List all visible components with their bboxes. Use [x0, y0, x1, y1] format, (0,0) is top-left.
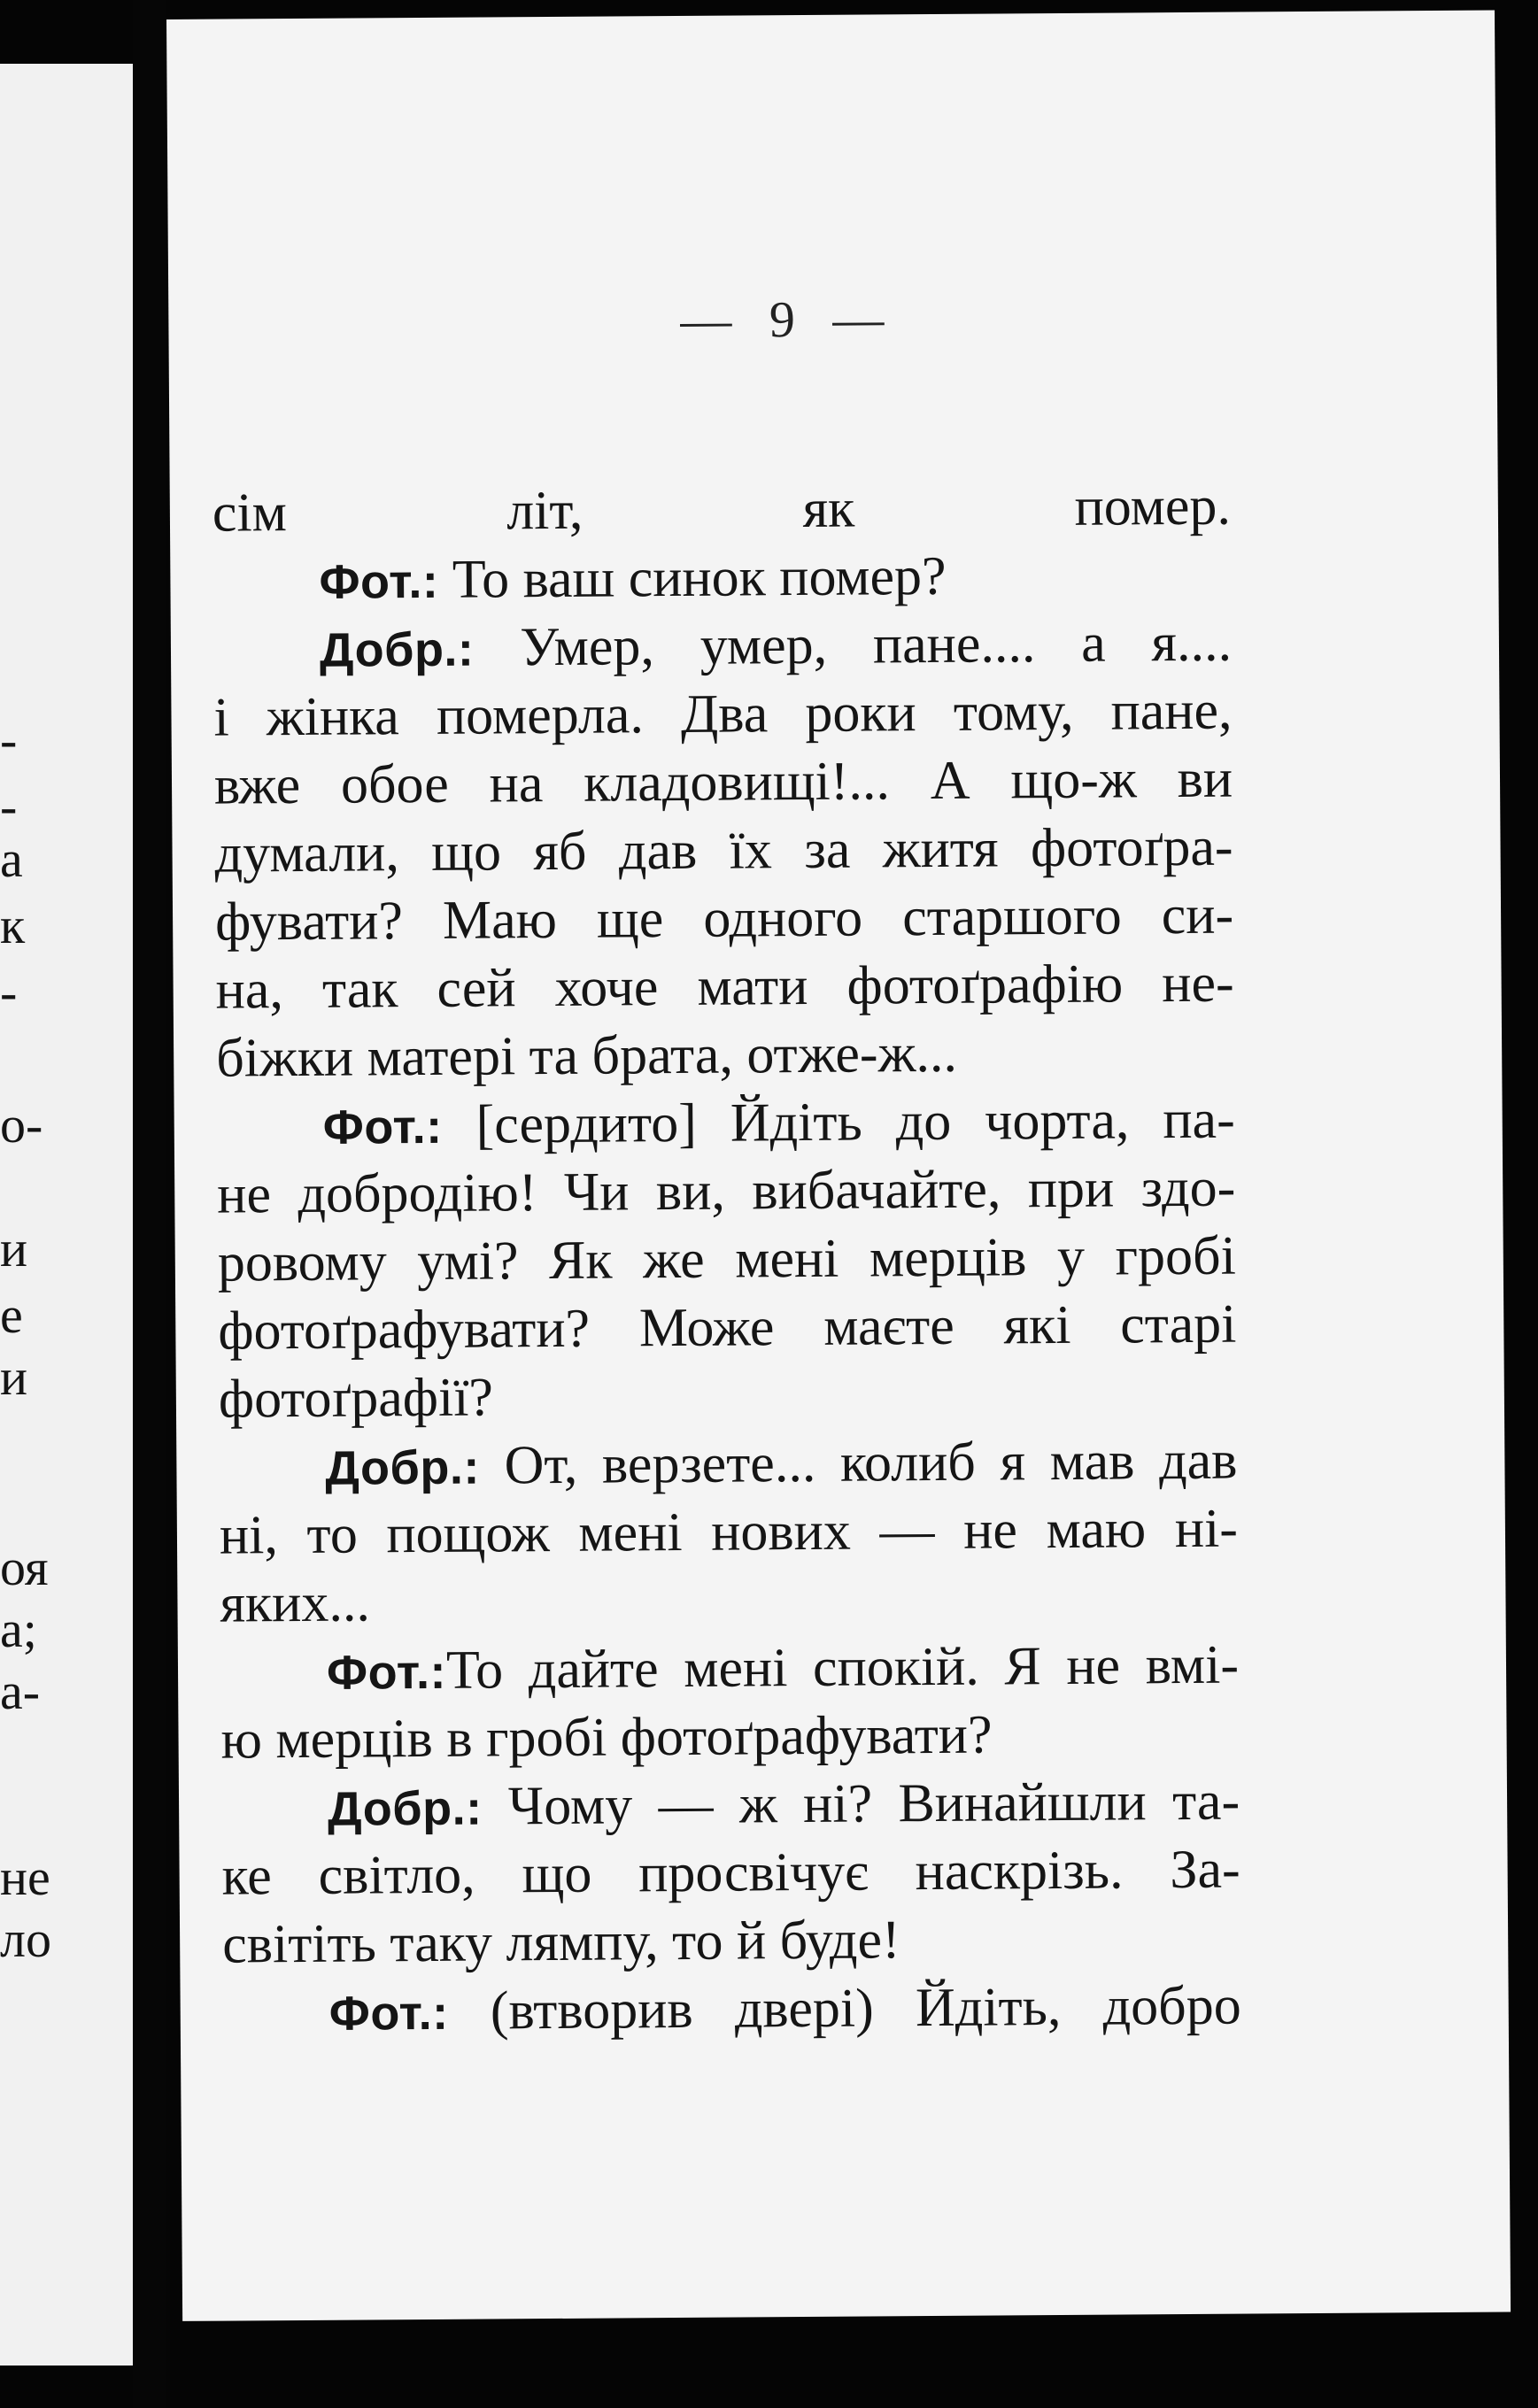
left-page-fragment: а-	[0, 1663, 41, 1720]
line-text: вже обое на кладовищі!... А що-ж ви	[213, 748, 1233, 816]
text-line	[213, 541, 1232, 616]
left-page-fragment: а	[0, 830, 23, 888]
left-page-fragment: -	[0, 963, 18, 1021]
text-line	[220, 1700, 1240, 1775]
speaker-label: Фот.:	[319, 554, 439, 609]
speaker-label: Добр.:	[325, 1440, 481, 1495]
line-text: [сердито] Йдіть до чорта, па-	[475, 1089, 1235, 1155]
text-line	[218, 1223, 1237, 1298]
line-text: ні, то пощож мені нових — не маю ні-	[219, 1498, 1239, 1566]
left-page-fragment: -	[0, 777, 18, 835]
speaker-label: Добр.:	[327, 1781, 483, 1836]
line-text: на, так сей хоче мати фотоґрафію не-	[215, 953, 1234, 1021]
left-page-fragment: -	[0, 711, 18, 768]
text-line	[216, 1018, 1235, 1093]
page-number: — 9 —	[680, 289, 897, 349]
line-text: фотоґрафії?	[218, 1367, 494, 1430]
text-line	[219, 1427, 1238, 1502]
page	[166, 11, 1511, 2321]
line-text: фувати? Маю ще одного старшого си-	[214, 884, 1234, 953]
line-text: не добродію! Чи ви, вибачайте, при здо-	[217, 1157, 1236, 1225]
book-spine	[133, 0, 166, 2408]
line-text: От, верзете... колиб я мав дав	[504, 1430, 1238, 1496]
text-line	[213, 609, 1233, 684]
line-text: Чому — ж ні? Винайшли та-	[507, 1771, 1240, 1837]
left-page-fragment: оя	[0, 1539, 49, 1596]
left-page-fragment: и	[0, 1220, 28, 1277]
line-text: думали, що яб дав їх за житя фотоґра-	[214, 816, 1233, 884]
left-page-fragment: а;	[0, 1601, 37, 1658]
text-line	[215, 882, 1234, 957]
text-line	[218, 1291, 1237, 1366]
line-text: ровому умі? Як же мені мерців у гробі	[217, 1225, 1237, 1293]
line-text: ке світло, що просвічує наскрізь. За-	[221, 1839, 1240, 1907]
line-text: сім літ, як помер.	[212, 475, 1232, 544]
left-page-fragment: е	[0, 1286, 23, 1344]
line-text: яких...	[220, 1572, 371, 1634]
line-text: (втворив двері) Йдіть, добро	[490, 1975, 1241, 2041]
text-line	[214, 814, 1233, 889]
text-line	[222, 1972, 1241, 2048]
left-page-fragment: не	[0, 1848, 50, 1906]
text-line	[215, 950, 1234, 1025]
line-text: фотоґрафувати? Може маєте які старі	[218, 1293, 1237, 1362]
previous-page-edge	[0, 64, 133, 2366]
left-page-fragment: к	[0, 897, 26, 954]
line-text: біжки матері та брата, отже-ж...	[215, 1023, 958, 1089]
text-line	[219, 1359, 1238, 1434]
left-page-fragment: ло	[0, 1910, 51, 1968]
text-line	[222, 1904, 1241, 1980]
text-line	[221, 1836, 1240, 1911]
line-text: світіть таку лямпу, то й буде!	[221, 1910, 900, 1975]
line-text: То дайте мені спокій. Я не вмі-	[445, 1634, 1240, 1701]
speaker-label: Фот.:	[322, 1100, 443, 1154]
left-page-fragment: и	[0, 1348, 28, 1406]
line-text: ю мерців в гробі фотоґрафувати?	[220, 1704, 993, 1771]
speaker-label: Фот.:	[326, 1645, 447, 1700]
text-line	[220, 1495, 1239, 1571]
line-text: Умер, умер, пане.... а я....	[519, 612, 1233, 678]
text-line	[221, 1768, 1240, 1843]
page-body	[213, 473, 1241, 2048]
line-text: і жінка померла. Два роки тому, пане,	[213, 680, 1233, 748]
speaker-label: Добр.:	[319, 622, 475, 677]
text-line	[216, 1086, 1235, 1162]
text-line	[220, 1632, 1240, 1707]
text-line	[214, 745, 1233, 821]
left-page-fragment: о-	[0, 1096, 43, 1154]
text-line	[213, 677, 1233, 752]
line-text: То ваш синок помер?	[452, 545, 947, 610]
text-line	[213, 473, 1232, 548]
text-line	[220, 1563, 1239, 1639]
text-line	[217, 1154, 1236, 1230]
speaker-label: Фот.:	[328, 1986, 449, 2041]
